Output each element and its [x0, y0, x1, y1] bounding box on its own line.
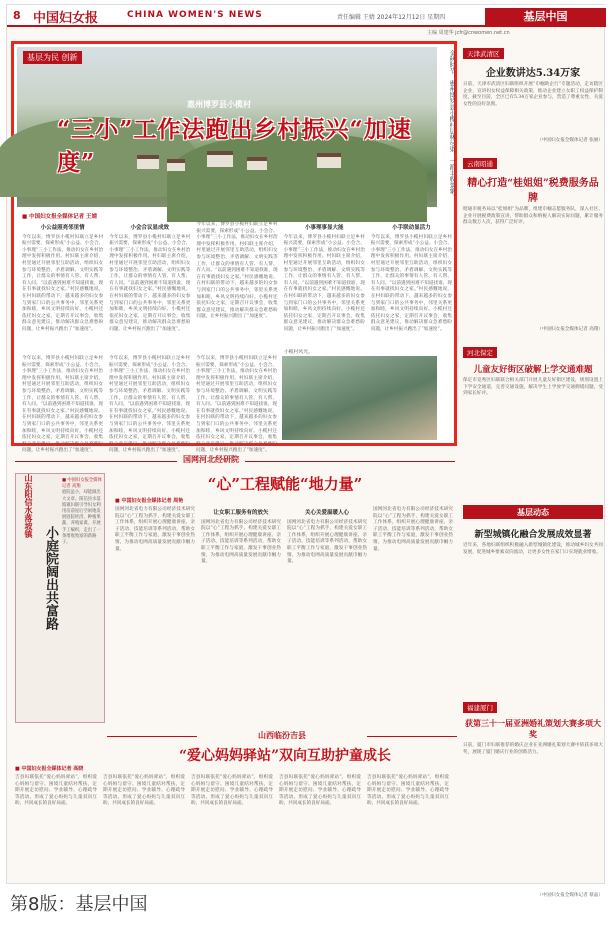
news-body: 日前，天津市武清区妇联组织开展“巾帼助企行”专题活动，走访辖区企业，宣讲妇女权益保障相关政策，推动企业建立女职工权益保护制度，截至目前，全区已有5.34万家企业参与，营造了尊重女性、关爱女性的良好氛围。 — [463, 82, 603, 107]
feature-body: 今年以来，博罗县小榄村妇联立足乡村振兴需要，探索形成“小公益、小会合、小事理”三小工作法，推动妇女在乡村治理中发挥积极作用。村妇联主席介绍，村里通过开展邻里互助活动，组织妇女参与环境整治、矛盾调解、文明实践等工作，让群众的事情有人管、有人帮、有人问。“以前遇到困难不知道找谁，现在有事就找妇女之家。”村民感慨地说。在村妇联的带动下，越来越多的妇女参与到家门口的公共事务中，邻里关系更加和睦，乡风文明持续向好。小榄村还依托妇女之家，定期召开议事会，收集群众意见建议，推动解决群众急难愁盼问题，让乡村振兴跑出了“加速度”。 — [109, 356, 190, 454]
story2-body: 吉县妇联依托“爱心妈妈驿站”，组织爱心妈妈与留守、困境儿童结对帮扶，定期开展走访慰问、学业辅导、心理疏导等活动，形成了爱心妈妈与儿童双向互助、共同成长的良好局面。 — [367, 775, 449, 807]
news-item[interactable] — [463, 41, 603, 145]
news-item[interactable] — [463, 695, 603, 900]
news-body: 保定市竞秀区妇联联合相关部门开展儿童友好街区建设，规划设置上下学安全通道，完善交通设施，解决学生上学放学交通拥堵问题，受到家长好评。 — [463, 378, 603, 397]
masthead — [7, 5, 606, 27]
newspaper-logo: 中国妇女报 — [33, 11, 99, 26]
story2-body: 吉县妇联依托“爱心妈妈驿站”，组织爱心妈妈与留守、困境儿童结对帮扶，定期开展走访慰问、学业辅导、心理疏导等活动，形成了爱心妈妈与儿童双向互助、共同成长的良好局面。 — [15, 775, 97, 807]
feature-tag: 基层为民 创新 — [23, 51, 82, 64]
news-item[interactable] — [463, 523, 603, 693]
page-number: 8 — [13, 9, 21, 22]
sidebar-story[interactable] — [15, 473, 105, 723]
story2-body: 吉县妇联依托“爱心妈妈驿站”，组织爱心妈妈与留守、困境儿童结对帮扶，定期开展走访慰问、学业辅导、心理疏导等活动，形成了爱心妈妈与儿童双向互助、共同成长的良好局面。 — [103, 775, 185, 807]
feature-body: 今年以来，博罗县小榄村妇联立足乡村振兴需要，探索形成“小公益、小会合、小事理”三小工作法，推动妇女在乡村治理中发挥积极作用。村妇联主席介绍，村里通过开展邻里互助活动，组织妇女参与环境整治、矛盾调解、文明实践等工作，让群众的事情有人管、有人帮、有人问。“以前遇到困难不知道找谁，现在有事就找妇女之家。”村民感慨地说。在村妇联的带动下，越来越多的妇女参与到家门口的公共事务中，邻里关系更加和睦，乡风文明持续向好。小榄村还依托妇女之家，定期召开议事会，收集群众意见建议，推动解决群众急难愁盼问题，让乡村振兴跑出了“加速度”。 — [109, 234, 191, 332]
news-title: 企业数讲达5.34万家 — [485, 68, 581, 79]
story-body: 庭院虽小，却能做出大文章。阳信县水落坡镇妇联引导妇女利用房前屋后空闲地发展庭院经济，种植果蔬、养殖家禽、开展手工编织，走出了一条增收致富的新路子。 — [62, 490, 101, 546]
date-line: 责任编辑 王婧 2024年12月12日 星期四 — [337, 14, 446, 21]
news-credit: （中国妇女报全媒体记者 蔡晶） — [537, 893, 603, 898]
news-item[interactable] — [463, 340, 603, 452]
news-title: 儿童友好街区破解上学交通难题 — [473, 365, 593, 375]
story-body: 国网河北省电力有限公司经济技术研究院以“心”工程为抓手，构建关爱女职工工作体系，组织开展心理健康讲座、亲子活动、技能培训等系列活动，帮助女职工平衡工作与家庭，激发干事创业热情，为推动电网高质量发展贡献巾帼力量。 — [115, 507, 195, 552]
story-subhead: 关心关爱温暖人心 — [304, 510, 349, 516]
editor-line: 主编 周建华 jcfr@cnwomen.net.cn — [427, 30, 510, 36]
story2-headline: “爱心妈妈驿站”双向互助护童成长 — [178, 748, 392, 764]
story-byline: ■ 中国妇女报全媒体记者 周艳 — [115, 498, 184, 504]
news-tag: 福建厦门 — [463, 702, 497, 713]
band-header — [7, 454, 463, 468]
feature-kicker: 惠州博罗县小榄村 — [187, 99, 251, 109]
news-body: 日前，厦门市妇联推荐的婚庆企业在亚洲婚礼策划大赛中斩获多项大奖，展现了厦门婚庆行业的创新活力。 — [463, 743, 603, 755]
feature-subhead: 小事理事显大能 — [304, 225, 344, 231]
story-text-columns — [115, 507, 455, 721]
feature-story[interactable] — [11, 41, 457, 454]
story-byline: ■ 中国妇女报全媒体记者 高翔 — [62, 478, 102, 490]
feature-headline: “三小”工作法跑出乡村振兴“加速度” — [57, 116, 412, 176]
feature-body: 今年以来，博罗县小榄村妇联立足乡村振兴需要，探索形成“小公益、小会合、小事理”三小工作法，推动妇女在乡村治理中发挥积极作用。村妇联主席介绍，村里通过开展邻里互助活动，组织妇女参与环境整治、矛盾调解、文明实践等工作，让群众的事情有人管、有人帮、有人问。“以前遇到困难不知道找谁，现在有事就找妇女之家。”村民感慨地说。在村妇联的带动下，越来越多的妇女参与到家门口的公共事务中，邻里关系更加和睦，乡风文明持续向好。小榄村还依托妇女之家，定期召开议事会，收集群众意见建议，推动解决群众急难愁盼问题，让乡村振兴跑出了“加速度”。 — [22, 356, 103, 454]
story2-byline: ■ 中国妇女报全媒体记者 高晓 — [15, 766, 84, 772]
band-label-2: 山西临汾吉县 — [258, 730, 306, 740]
village-scenery-photo — [282, 356, 437, 440]
story2-body: 吉县妇联依托“爱心妈妈驿站”，组织爱心妈妈与留守、困境儿童结对帮扶，定期开展走访慰问、学业辅导、心理疏导等活动，形成了爱心妈妈与儿童双向互助、共同成长的良好局面。 — [191, 775, 273, 807]
news-tag: 河北保定 — [463, 347, 497, 358]
band-label: 国网河北经研院 — [177, 454, 245, 465]
feature-body: 今年以来，博罗县小榄村妇联立足乡村振兴需要，探索形成“小公益、小会合、小事理”三小工作法，推动妇女在乡村治理中发挥积极作用。村妇联主席介绍，村里通过开展邻里互助活动，组织妇女参与环境整治、矛盾调解、文明实践等工作，让群众的事情有人管、有人帮、有人问。“以前遇到困难不知道找谁，现在有事就找妇女之家。”村民感慨地说。在村妇联的带动下，越来越多的妇女参与到家门口的公共事务中，邻里关系更加和睦，乡风文明持续向好。小榄村还依托妇女之家，定期召开议事会，收集群众意见建议，推动解决群众急难愁盼问题，让乡村振兴跑出了“加速度”。 — [370, 234, 453, 332]
news-credit: （中国妇女报全媒体记者 高翔） — [537, 327, 603, 332]
page-label: 第8版：基层中国 — [10, 894, 148, 915]
feature-body: 今年以来，博罗县小榄村妇联立足乡村振兴需要，探索形成“小公益、小会合、小事理”三小工作法，推动妇女在乡村治理中发挥积极作用。村妇联主席介绍，村里通过开展邻里互助活动，组织妇女参与环境整治、矛盾调解、文明实践等工作，让群众的事情有人管、有人帮、有人问。“以前遇到困难不知道找谁，现在有事就找妇女之家。”村民感慨地说。在村妇联的带动下，越来越多的妇女参与到家门口的公共事务中，邻里关系更加和睦，乡风文明持续向好。小榄村还依托妇女之家，定期召开议事会，收集群众意见建议，推动解决群众急难愁盼问题，让乡村振兴跑出了“加速度”。 — [196, 222, 278, 320]
feature-subhead: 小公益照亮邻里情 — [40, 225, 85, 231]
news-title: 新型城镇化融合发展成效显著 — [474, 530, 592, 540]
feature-body: 今年以来，博罗县小榄村妇联立足乡村振兴需要，探索形成“小公益、小会合、小事理”三小工作法，推动妇女在乡村治理中发挥积极作用。村妇联主席介绍，村里通过开展邻里互助活动，组织妇女参与环境整治、矛盾调解、文明实践等工作，让群众的事情有人管、有人帮、有人问。“以前遇到困难不知道找谁，现在有事就找妇女之家。”村民感慨地说。在村妇联的带动下，越来越多的妇女参与到家门口的公共事务中，邻里关系更加和睦，乡风文明持续向好。小榄村还依托妇女之家，定期召开议事会，收集群众意见建议，推动解决群众急难愁盼问题，让乡村振兴跑出了“加速度”。 — [283, 234, 365, 332]
feature-subhead: 小手联动显活力 — [392, 225, 431, 231]
story-body: 国网河北省电力有限公司经济技术研究院以“心”工程为抓手，构建关爱女职工工作体系，组织开展心理健康讲座、亲子活动、技能培训等系列活动，帮助女职工平衡工作与家庭，激发干事创业热情，为推动电网高质量发展贡献巾帼力量。 — [373, 507, 453, 552]
news-item[interactable] — [463, 151, 603, 334]
story-headline: “心”工程赋能“地力量” — [207, 475, 363, 493]
story-subhead: 让女职工服务有的放矢 — [213, 510, 269, 516]
newspaper-page — [6, 4, 605, 898]
story2-text-columns — [15, 775, 455, 879]
story-body: 国网河北省电力有限公司经济技术研究院以“心”工程为抓手，构建关爱女职工工作体系，组织开展心理健康讲座、亲子活动、技能培训等系列活动，帮助女职工平衡工作与家庭，激发干事创业热情，为推动电网高质量发展贡献巾帼力量。 — [287, 519, 367, 565]
story-body: 国网河北省电力有限公司经济技术研究院以“心”工程为抓手，构建关爱女职工工作体系，组织开展心理健康讲座、亲子活动、技能培训等系列活动，帮助女职工平衡工作与家庭，激发干事创业热情，为推动电网高质量发展贡献巾帼力量。 — [201, 519, 281, 565]
story-location-tag: 山东阳信水落坡镇 — [24, 474, 34, 538]
news-tag: 云南昭通 — [463, 158, 497, 169]
feature-subhead: 小会合议显成效 — [130, 225, 170, 231]
band-header-2 — [107, 730, 457, 742]
english-title: CHINA WOMEN'S NEWS — [127, 10, 263, 20]
feature-body: 今年以来，博罗县小榄村妇联立足乡村振兴需要，探索形成“小公益、小会合、小事理”三小工作法，推动妇女在乡村治理中发挥积极作用。村妇联主席介绍，村里通过开展邻里互助活动，组织妇女参与环境整治、矛盾调解、文明实践等工作，让群众的事情有人管、有人帮、有人问。“以前遇到困难不知道找谁，现在有事就找妇女之家。”村民感慨地说。在村妇联的带动下，越来越多的妇女参与到家门口的公共事务中，邻里关系更加和睦，乡风文明持续向好。小榄村还依托妇女之家，定期召开议事会，收集群众意见建议，推动解决群众急难愁盼问题，让乡村振兴跑出了“加速度”。 — [22, 234, 104, 332]
news-tag: 天津武清区 — [463, 48, 504, 59]
village-photo — [17, 47, 437, 207]
news-title: 获第三十一届亚洲婚礼策划大赛多项大奖 — [465, 718, 601, 739]
news-credit: （中国妇女报全媒体记者 张丽） — [537, 138, 603, 143]
news-title: 精心打造“桂姐姐”税费服务品牌 — [467, 178, 599, 204]
photo-side-caption: 金秋时节，惠州博罗县小榄村层林尽染，一派丰收景象。 — [448, 50, 455, 200]
photo-caption: 小榄村风光。 — [284, 350, 313, 355]
feature-body: 今年以来，博罗县小榄村妇联立足乡村振兴需要，探索形成“小公益、小会合、小事理”三小工作法，推动妇女在乡村治理中发挥积极作用。村妇联主席介绍，村里通过开展邻里互助活动，组织妇女参与环境整治、矛盾调解、文明实践等工作，让群众的事情有人管、有人帮、有人问。“以前遇到困难不知道找谁，现在有事就找妇女之家。”村民感慨地说。在村妇联的带动下，越来越多的妇女参与到家门口的公共事务中，邻里关系更加和睦，乡风文明持续向好。小榄村还依托妇女之家，定期召开议事会，收集群众意见建议，推动解决群众急难愁盼问题，让乡村振兴跑出了“加速度”。 — [196, 356, 277, 454]
section-title: 基层中国 — [485, 8, 606, 25]
right-section-header: 基层动态 — [463, 505, 603, 519]
news-body: 近年来，各地妇联组织积极融入新型城镇化建设，推动城乡妇女共同发展，促进城乡要素双向流动，让更多女性在家门口实现就业增收。 — [463, 543, 603, 555]
right-news-column — [463, 41, 603, 458]
story2-body: 吉县妇联依托“爱心妈妈驿站”，组织爱心妈妈与留守、困境儿童结对帮扶，定期开展走访慰问、学业辅导、心理疏导等活动，形成了爱心妈妈与儿童双向互助、共同成长的良好局面。 — [279, 775, 361, 807]
story-title: 小庭院阔出共富路 — [43, 526, 58, 630]
news-body: 昭通市税务局以“桂姐姐”为品牌，组建巾帼志愿服务队，深入社区、企业开展税费政策宣讲，帮助群众和纳税人解决实际问题，累计服务群众数万人次，获得广泛好评。 — [463, 207, 603, 226]
feature-byline: ■ 中国妇女报全媒体记者 王婧 — [22, 214, 98, 220]
